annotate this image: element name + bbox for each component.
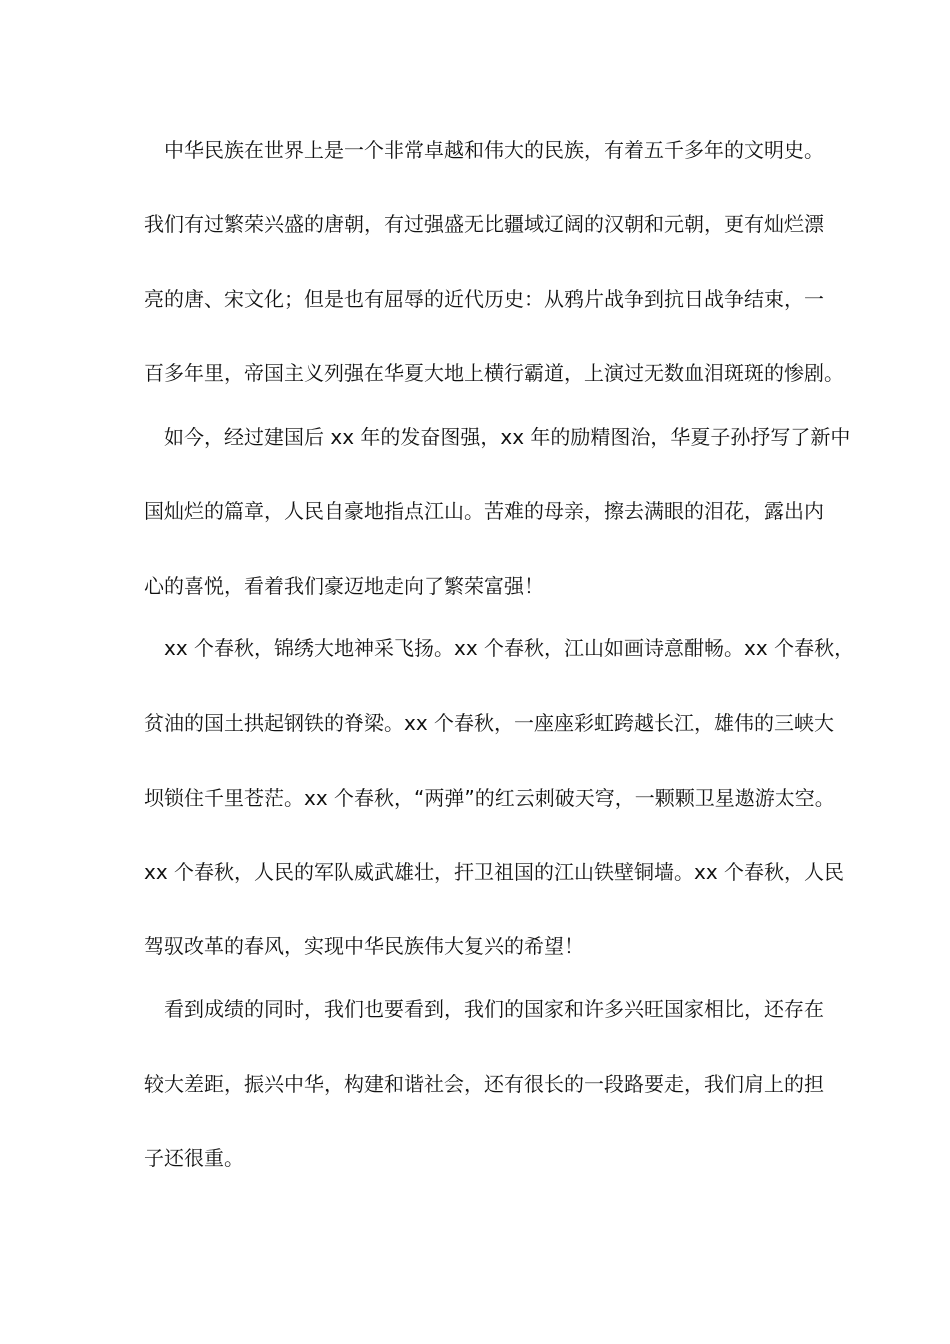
paragraph-2-line-1: 如今，经过建国后 xx 年的发奋图强，xx 年的励精图治，华夏子孙抒写了新中 — [164, 425, 851, 449]
paragraph-4-line-2: 较大差距，振兴中华，构建和谐社会，还有很长的一段路要走，我们肩上的担 — [144, 1072, 824, 1096]
paragraph-4-line-3: 子还很重。 — [144, 1146, 244, 1170]
paragraph-3-line-2: 贫油的国土拱起钢铁的脊梁。xx 个春秋，一座座彩虹跨越长江，雄伟的三峡大 — [144, 711, 835, 735]
paragraph-3-line-3: 坝锁住千里苍茫。xx 个春秋，“两弹”的红云刺破天穹，一颗颗卫星遨游太空。 — [144, 786, 835, 810]
paragraph-1-line-3: 亮的唐、宋文化；但是也有屈辱的近代历史：从鸦片战争到抗日战争结束，一 — [144, 287, 824, 311]
paragraph-1-line-1: 中华民族在世界上是一个非常卓越和伟大的民族，有着五千多年的文明史。 — [164, 138, 824, 162]
paragraph-2-line-2: 国灿烂的篇章，人民自豪地指点江山。苦难的母亲，擦去满眼的泪花，露出内 — [144, 499, 824, 523]
paragraph-1-line-4: 百多年里，帝国主义列强在华夏大地上横行霸道，上演过无数血泪斑斑的惨剧。 — [144, 361, 844, 385]
paragraph-4-line-1: 看到成绩的同时，我们也要看到，我们的国家和许多兴旺国家相比，还存在 — [164, 997, 824, 1021]
paragraph-3-line-4: xx 个春秋，人民的军队威武雄壮，扞卫祖国的江山铁壁铜墙。xx 个春秋，人民 — [144, 860, 845, 884]
paragraph-1-line-2: 我们有过繁荣兴盛的唐朝，有过强盛无比疆域辽阔的汉朝和元朝，更有灿烂漂 — [144, 212, 824, 236]
paragraph-2-line-3: 心的喜悦，看着我们豪迈地走向了繁荣富强！ — [144, 574, 544, 598]
paragraph-3-line-1: xx 个春秋，锦绣大地神采飞扬。xx 个春秋，江山如画诗意酣畅。xx 个春秋， — [164, 636, 855, 660]
paragraph-3-line-5: 驾驭改革的春风，实现中华民族伟大复兴的希望！ — [144, 934, 584, 958]
